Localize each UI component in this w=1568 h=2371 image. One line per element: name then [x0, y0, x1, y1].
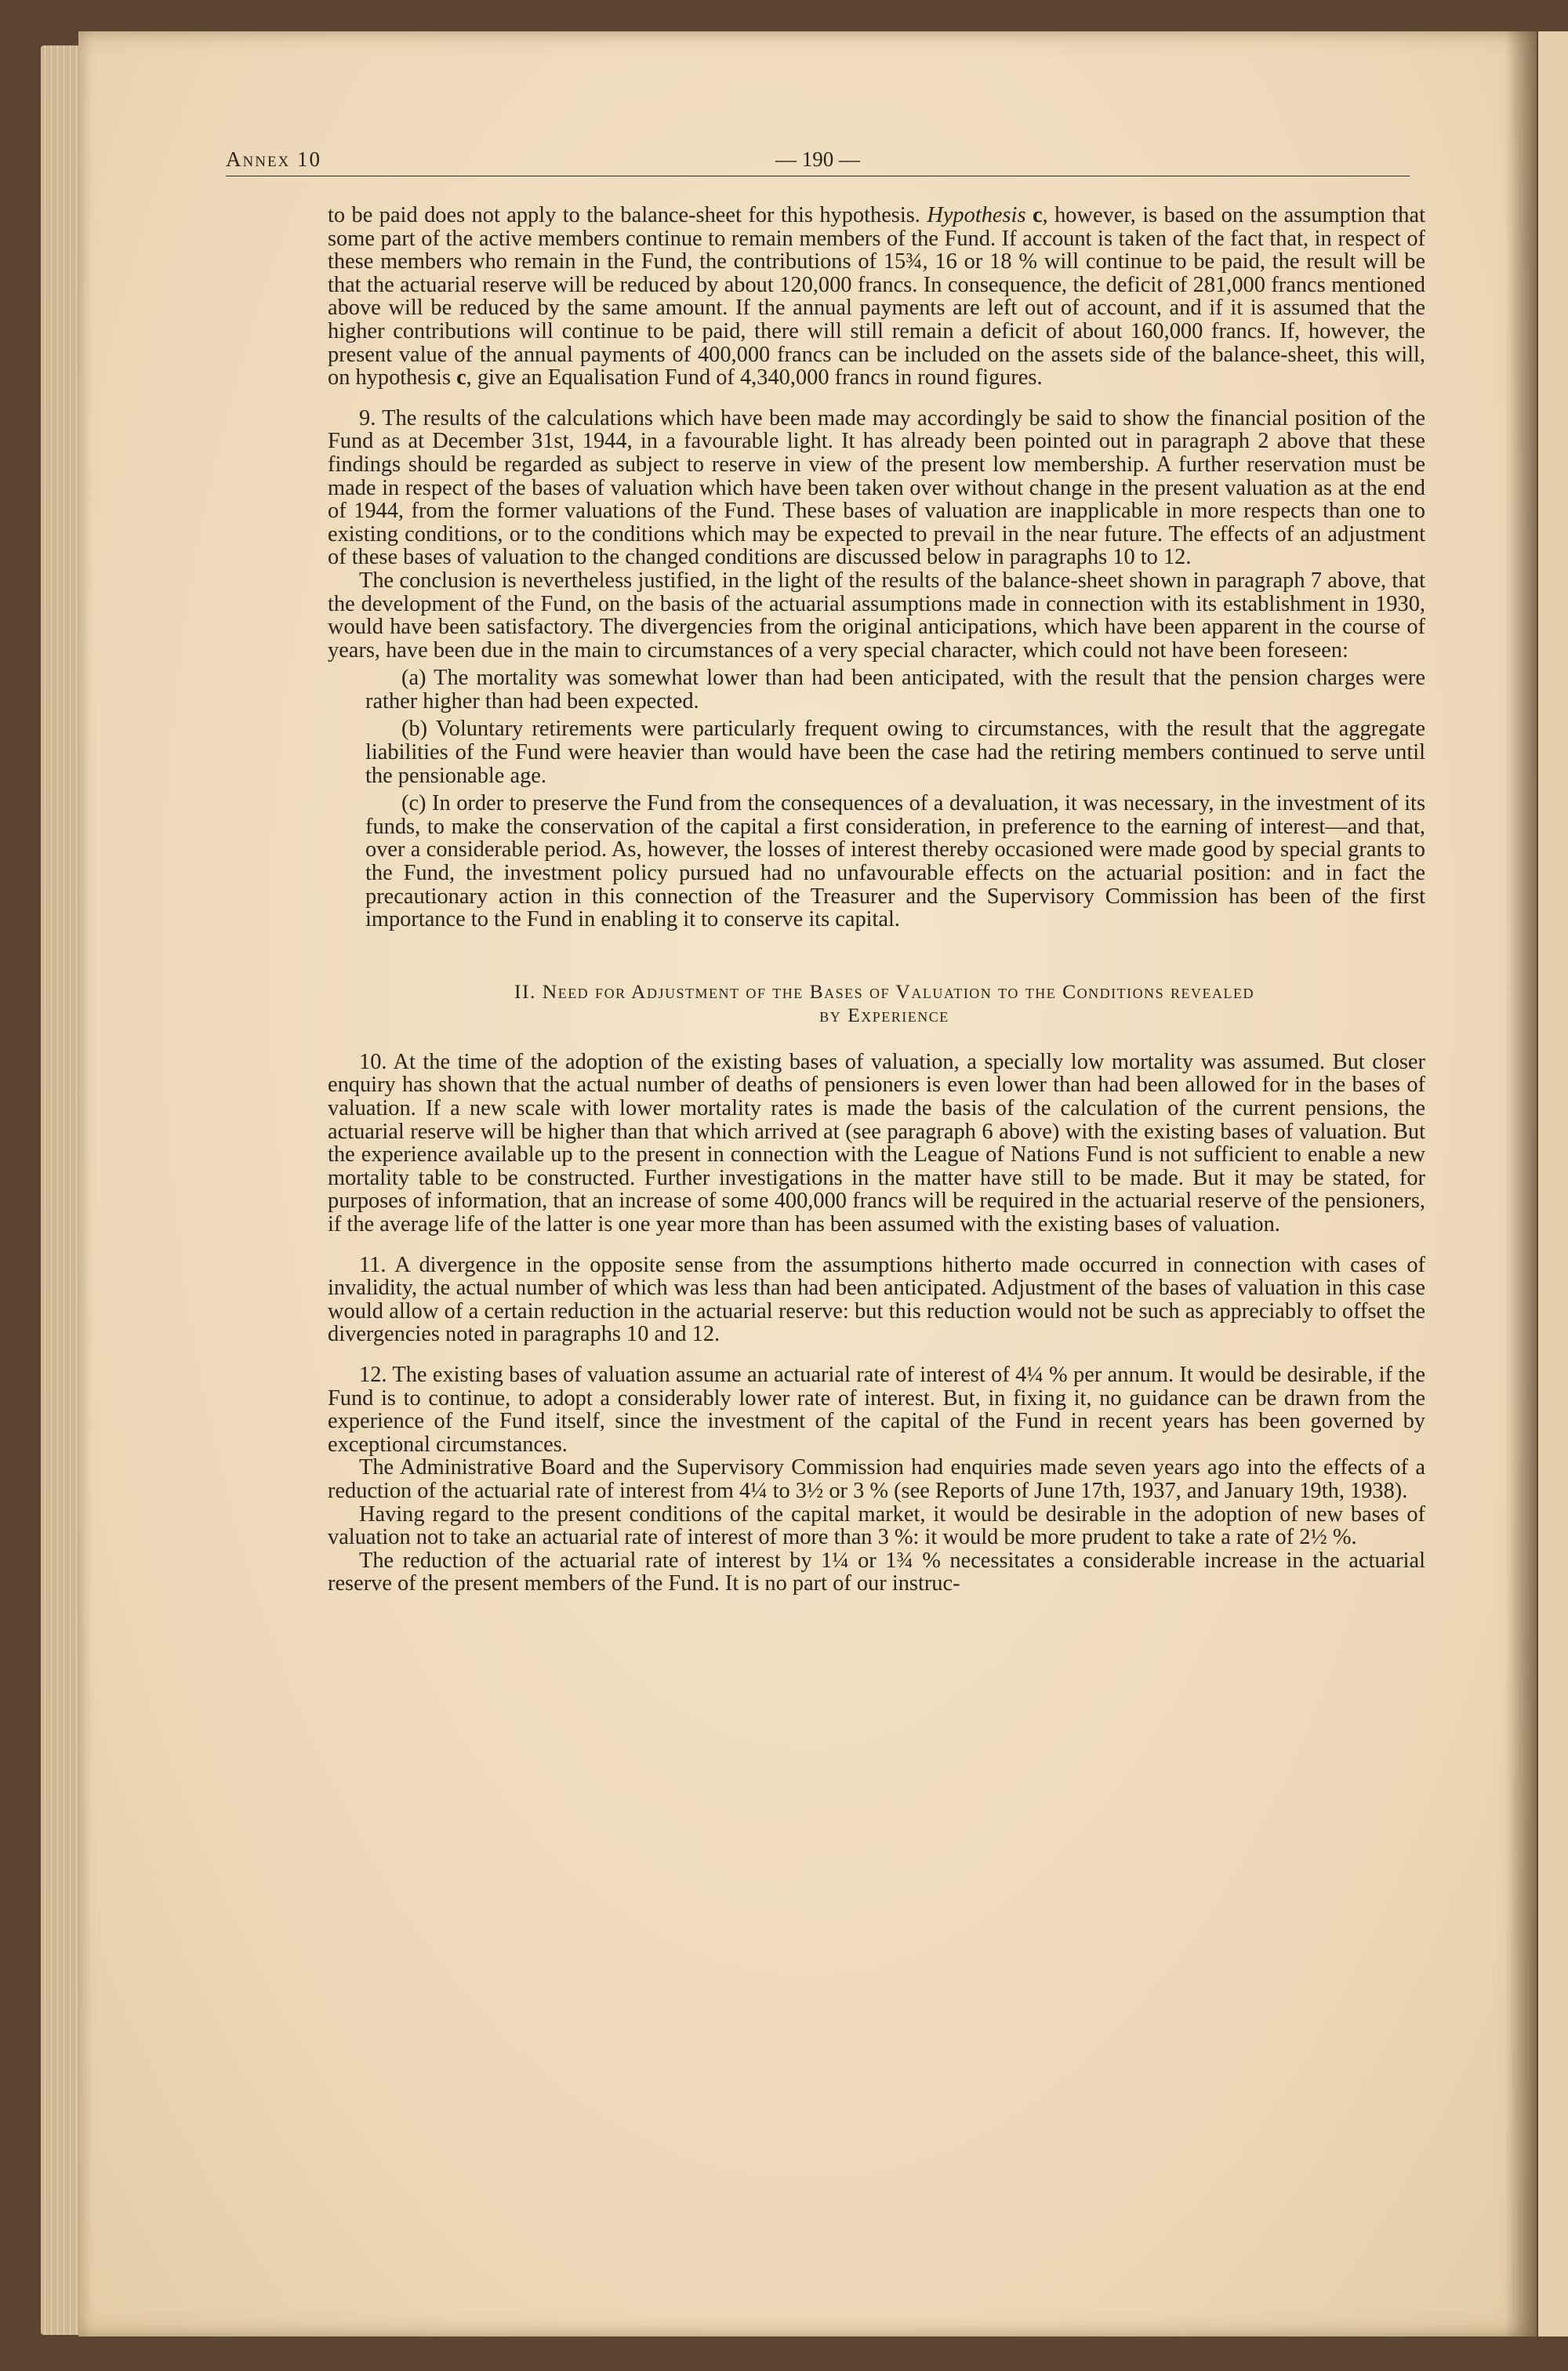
text-run-bold: c: [1032, 203, 1043, 227]
text-run: , give an Equalisation Fund of 4,340,000 francs in round figures.: [466, 365, 1043, 390]
list-item-b: (b) Voluntary retirements were particularly frequent owing to circumstances, with the result that the aggregate liabilities of the Fund were heavier than would have been the case had the retiring members continued to serve until the pensionable age.: [365, 717, 1425, 788]
paragraph-12: 12. The existing bases of valuation assume an actuarial rate of interest of 4¼ % per annum. It would be desirable, if the Fund is to continue, to adopt a considerably lower rate of interest. But, in fixing it, no guidance can be drawn from the experience of the Fund itself, since the investment of the capital of the Fund in recent years has been governed by exceptional circumstances.: [328, 1362, 1425, 1457]
section-heading-line1: II. Need for Adjustment of the Bases of Valuation to the Conditions revealed: [514, 979, 1254, 1003]
paragraph-12-continued-1: The Administrative Board and the Supervisory Commission had enquiries made seven years ago into the effects of a reduction of the actuarial rate of interest from 4¼ to 3½ or 3 % (see Reports of June 17th, 1937, and January 19th, 1938).: [328, 1455, 1425, 1503]
text-run: , however, is based on the assumption that some part of the active members continue to remain members of the Fund. If account is taken of the fact that, in respect of these members who remain in the Fund, the contributions of 15¾, 16 or 18 % will continue to be paid, the result will be that the actuarial reserve will be reduced by about 120,000 francs. In consequence, the deficit of 281,000 francs mentioned above will be reduced by the same amount. If the annual payments are left out of account, and if it is assumed that the higher contributions will continue to be paid, there will still remain a deficit of about 160,000 francs. If, however, the present value of the annual payments of 400,000 francs can be included on the assets side of the balance-sheet, this will, on hypothesis: [328, 203, 1425, 390]
facing-page-edge: [1538, 31, 1568, 2337]
list-item-c: (c) In order to preserve the Fund from the consequences of a devaluation, it was necessary, in the investment of its funds, to make the conservation of the capital a first consideration, in preference to the earning of interest—and that, over a considerable period. As, however, the losses of interest thereby occasioned were made good by special grants to the Fund, the investment policy pursued had no unfavourable effects on the actuarial position: and in fact the precautionary action in this connection of the Treasurer and the Supervisory Commission has been of the first importance to the Fund in enabling it to conserve its capital.: [365, 791, 1425, 932]
section-heading-line2: by Experience: [819, 1003, 949, 1026]
page-number: — 190 —: [775, 147, 860, 171]
paragraph-9: 9. The results of the calculations which have been made may accordingly be said to show the financial position of the Fund as at December 31st, 1944, in a favourable light. It has already been pointed out in paragraph 2 above that these findings should be regarded as subject to reserve in view of the present low membership. A further reservation must be made in respect of the bases of valuation which have been taken over without change in the present valuation as at the end of 1944, from the former valuations of the Fund. These bases of valuation are inapplicable in more respects than one to existing conditions, or to the conditions which may be expected to prevail in the near future. The effects of an adjustment of these bases of valuation to the changed conditions are discussed below in paragraphs 10 to 12.: [328, 405, 1425, 570]
text-run: to be paid does not apply to the balance-sheet for this hypothesis.: [328, 203, 920, 227]
paragraph-11: 11. A divergence in the opposite sense from the assumptions hitherto made occurred in connection with cases of invalidity, the actual number of which was less than had been anticipated. Adjustment of the bases of valuation in this case would allow of a certain reduction in the actuarial reserve: but this reduction would not be such as appreciably to offset the divergencies noted in paragraphs 10 and 12.: [328, 1252, 1425, 1347]
paragraph-9-continued: The conclusion is nevertheless justified, in the light of the results of the balance-sheet shown in paragraph 7 above, that the development of the Fund, on the basis of the actuarial assumptions made in connection with its establishment in 1930, would have been satisfactory. The divergencies from the original anticipations, which have been apparent in the course of years, have been due in the main to circumstances of a very special character, which could not have been foreseen:: [328, 568, 1425, 663]
list-item-a: (a) The mortality was somewhat lower than had been anticipated, with the result that the pension charges were rather higher than had been expected.: [365, 666, 1425, 713]
text-run-bold: c: [456, 365, 466, 390]
running-header: [226, 147, 1410, 176]
paragraph-12-continued-3: The reduction of the actuarial rate of interest by 1¼ or 1¾ % necessitates a considerable increase in the actuarial reserve of the present members of the Fund. It is no part of our instruc-: [328, 1548, 1425, 1596]
paragraph-continued: [328, 204, 1425, 390]
body-text: [328, 204, 1425, 1596]
text-run-italic: Hypothesis: [927, 203, 1026, 227]
running-title: Annex 10: [226, 147, 322, 171]
paragraph-12-continued-2: Having regard to the present conditions of the capital market, it would be desirable in the adoption of new bases of valuation not to take an actuarial rate of interest of more than 3 %: it would be more prudent to take a rate of 2½ %.: [328, 1501, 1425, 1550]
page-gutter-shadow: [1505, 31, 1537, 2337]
paragraph-10: 10. At the time of the adoption of the existing bases of valuation, a specially low mortality was assumed. But closer enquiry has shown that the actual number of deaths of pensioners is even lower than had been allowed for in the bases of valuation. If a new scale with lower mortality rates is made the basis of the calculation of the current pensions, the actuarial reserve will be higher than that which arrived at (see paragraph 6 above) with the existing bases of valuation. But the experience available up to the present in connection with the League of Nations Fund is not sufficient to enable a new mortality table to be constructed. Further investigations in the matter have still to be made. But it may be stated, for purposes of information, that an increase of some 400,000 francs will be required in the actuarial reserve of the pensioners, if the average life of the latter is one year more than has been assumed with the existing bases of valuation.: [328, 1049, 1425, 1236]
section-heading: [328, 980, 1425, 1027]
